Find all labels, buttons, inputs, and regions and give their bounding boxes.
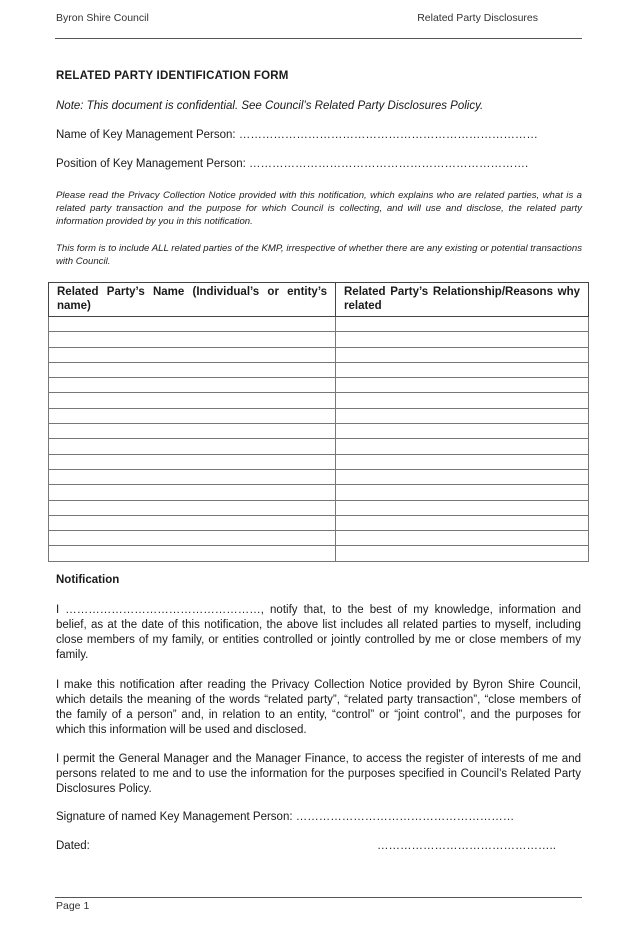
scope-text: This form is to include ALL related parties of the KMP, irrespective of whether there are any existing or potential transactions with Council.	[56, 243, 582, 267]
relationship-cell[interactable]	[336, 424, 589, 439]
header-council-name: Byron Shire Council	[56, 12, 149, 24]
table-row	[49, 424, 589, 439]
related-party-name-cell[interactable]	[49, 546, 336, 561]
privacy-notice-text: Please read the Privacy Collection Notice provided with this notification, which explains who are related parties, what is a related party transaction and the purpose for which Council is collecting, and will use and disclose, the related party information provided by you in this notification.	[56, 190, 582, 227]
table-row	[49, 317, 589, 332]
relationship-cell[interactable]	[336, 393, 589, 408]
relationship-cell[interactable]	[336, 317, 589, 332]
table-row	[49, 454, 589, 469]
signature-field[interactable]: Signature of named Key Management Person: …………………………………………………	[56, 811, 515, 823]
table-row	[49, 531, 589, 546]
table-row	[49, 546, 589, 561]
related-party-name-cell[interactable]	[49, 454, 336, 469]
related-party-name-cell[interactable]	[49, 500, 336, 515]
dated-field[interactable]: ………………………………………..	[377, 840, 556, 852]
table-row	[49, 469, 589, 484]
relationship-cell[interactable]	[336, 546, 589, 561]
table-row	[49, 439, 589, 454]
relationship-cell[interactable]	[336, 515, 589, 530]
relationship-cell[interactable]	[336, 485, 589, 500]
kmp-name-field[interactable]: Name of Key Management Person: ……………………………………………………………………	[56, 129, 538, 141]
table-row	[49, 347, 589, 362]
page-number: Page 1	[56, 900, 90, 912]
related-party-name-cell[interactable]	[49, 393, 336, 408]
related-party-name-cell[interactable]	[49, 439, 336, 454]
footer-divider	[55, 897, 582, 898]
related-party-name-cell[interactable]	[49, 317, 336, 332]
relationship-cell[interactable]	[336, 347, 589, 362]
related-party-table	[48, 282, 589, 562]
header-divider	[55, 38, 582, 39]
related-party-name-cell[interactable]	[49, 485, 336, 500]
related-party-name-cell[interactable]	[49, 408, 336, 423]
table-header-row	[49, 283, 589, 317]
dated-label: Dated:	[56, 840, 90, 852]
relationship-cell[interactable]	[336, 362, 589, 377]
related-party-name-cell[interactable]	[49, 424, 336, 439]
relationship-cell[interactable]	[336, 332, 589, 347]
notification-paragraph-2: I make this notification after reading the Privacy Collection Notice provided by Byron Shire Council, which details the meaning of the words “related party”, “related party transaction”, “close members of the family of a person” and, in relation to an entity, “control” or “joint control”, and the purposes for which this information will be used and disclosed.	[56, 679, 581, 736]
notification-heading: Notification	[56, 574, 120, 586]
relationship-cell[interactable]	[336, 531, 589, 546]
related-party-name-cell[interactable]	[49, 515, 336, 530]
column-header-relationship: Related Party’s Relationship/Reasons why related	[336, 283, 589, 317]
table-row	[49, 378, 589, 393]
relationship-cell[interactable]	[336, 500, 589, 515]
related-party-name-cell[interactable]	[49, 347, 336, 362]
relationship-cell[interactable]	[336, 439, 589, 454]
relationship-cell[interactable]	[336, 469, 589, 484]
related-party-name-cell[interactable]	[49, 332, 336, 347]
notification-paragraph-3: I permit the General Manager and the Manager Finance, to access the register of interests of me and persons related to me and to use the information for the purposes specified in Council’s Related Party Disclosures Policy.	[56, 753, 581, 795]
related-party-name-cell[interactable]	[49, 469, 336, 484]
table-row	[49, 332, 589, 347]
relationship-cell[interactable]	[336, 454, 589, 469]
table-row	[49, 393, 589, 408]
relationship-cell[interactable]	[336, 378, 589, 393]
table-row	[49, 515, 589, 530]
table-row	[49, 485, 589, 500]
relationship-cell[interactable]	[336, 408, 589, 423]
related-party-name-cell[interactable]	[49, 378, 336, 393]
table-row	[49, 500, 589, 515]
confidential-note: Note: This document is confidential. See Council’s Related Party Disclosures Policy.	[56, 100, 484, 112]
notification-paragraph-1: I ……………………………………………, notify that, to the best of my knowledge, information and belief, as at the date of this notification, the above list includes all related parties to myself, including close members of my family, or entities controlled or jointly controlled by me or close members of my family.	[56, 604, 581, 661]
form-title: RELATED PARTY IDENTIFICATION FORM	[56, 70, 289, 82]
kmp-position-field[interactable]: Position of Key Management Person: ……………………………………………………………….	[56, 158, 529, 170]
header-document-title: Related Party Disclosures	[417, 12, 538, 24]
related-party-name-cell[interactable]	[49, 531, 336, 546]
table-row	[49, 362, 589, 377]
column-header-name: Related Party’s Name (Individual’s or entity’s name)	[49, 283, 336, 317]
related-party-name-cell[interactable]	[49, 362, 336, 377]
table-row	[49, 408, 589, 423]
